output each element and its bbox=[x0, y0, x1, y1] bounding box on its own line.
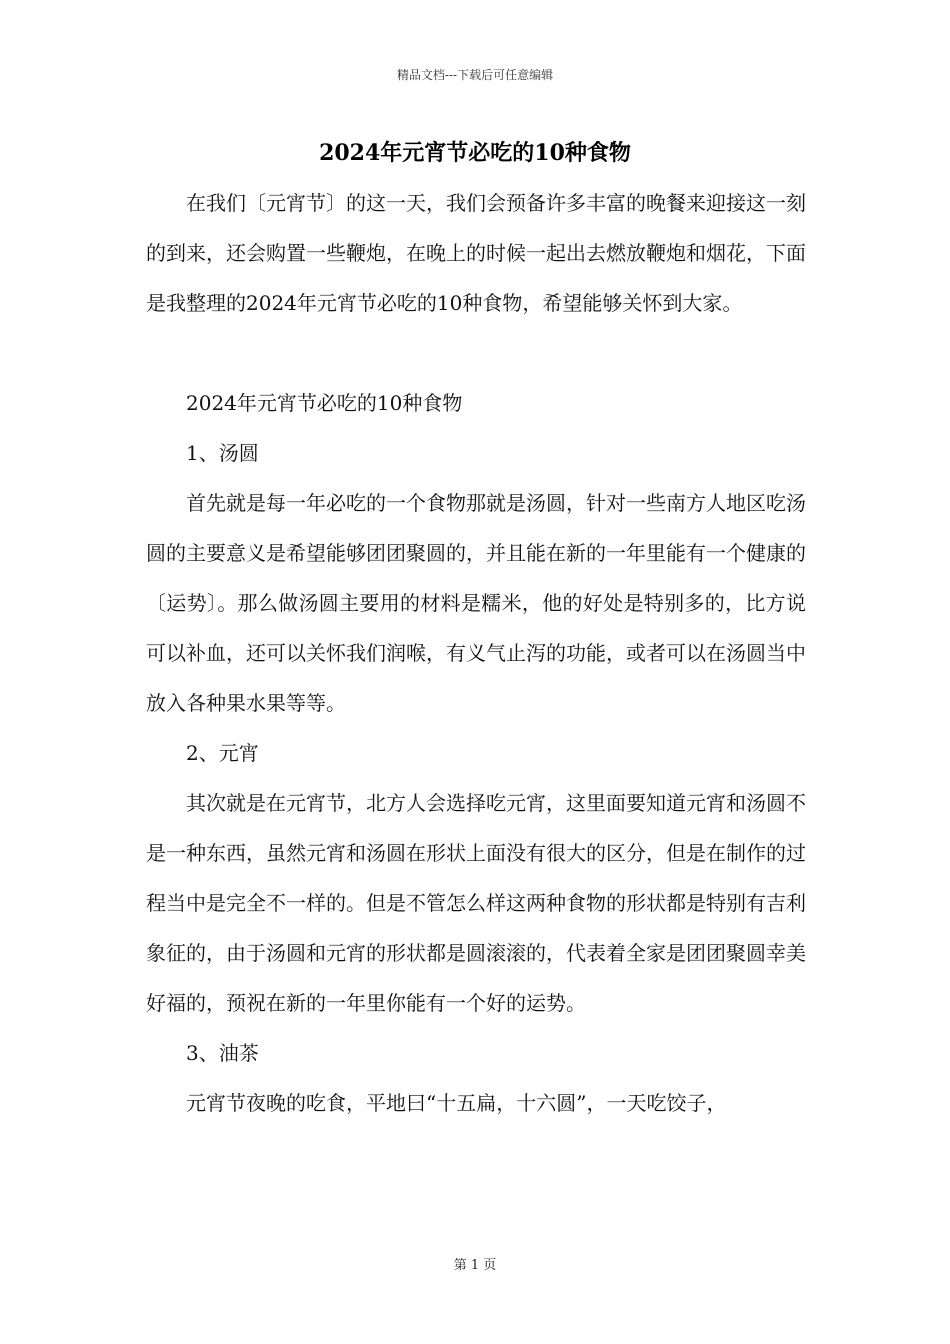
paragraph-spacer bbox=[146, 328, 806, 378]
section-heading-tangyuan: 1、汤圆 bbox=[186, 441, 259, 465]
section-body-youcha: 元宵节夜晚的吃食，平地曰“十五扁，十六圆”，一天吃饺子， bbox=[186, 1091, 727, 1115]
page-header: 精品文档---下载后可任意编辑 bbox=[396, 68, 554, 82]
section-subtitle: 2024年元宵节必吃的10种食物 bbox=[186, 391, 463, 415]
page-number: 第 1 页 bbox=[453, 1258, 497, 1273]
section-heading-yuanxiao: 2、元宵 bbox=[186, 741, 259, 765]
section-heading-youcha: 3、油茶 bbox=[186, 1041, 259, 1065]
document-title: 2024年元宵节必吃的10种食物 bbox=[319, 140, 631, 166]
section-body-tangyuan: 首先就是每一年必吃的一个食物那就是汤圆，针对一些南方人地区吃汤圆的主要意义是希望能够团团聚圆的，并且能在新的一年里能有一个健康的〔运势〕。那么做汤圆主要用的材料是糯米，他的好处是特别多的，比方说可以补血，还可以关怀我们润喉，有义气止泻的功能，或者可以在汤圆当中放入各种果水果等等。 bbox=[146, 491, 806, 715]
intro-paragraph: 在我们〔元宵节〕的这一天，我们会预备许多丰富的晚餐来迎接这一刻的到来，还会购置一些鞭炮，在晚上的时候一起出去燃放鞭炮和烟花，下面是我整理的2024年元宵节必吃的10种食物，希望能够关怀到大家。 bbox=[146, 191, 806, 315]
document-body bbox=[146, 178, 806, 1128]
section-body-yuanxiao: 其次就是在元宵节，北方人会选择吃元宵，这里面要知道元宵和汤圆不是一种东西，虽然元宵和汤圆在形状上面没有很大的区分，但是在制作的过程当中是完全不一样的。但是不管怎么样这两种食物的形状都是特别有吉利象征的，由于汤圆和元宵的形状都是圆滚滚的，代表着全家是团团聚圆幸美好福的，预祝在新的一年里你能有一个好的运势。 bbox=[146, 791, 806, 1015]
